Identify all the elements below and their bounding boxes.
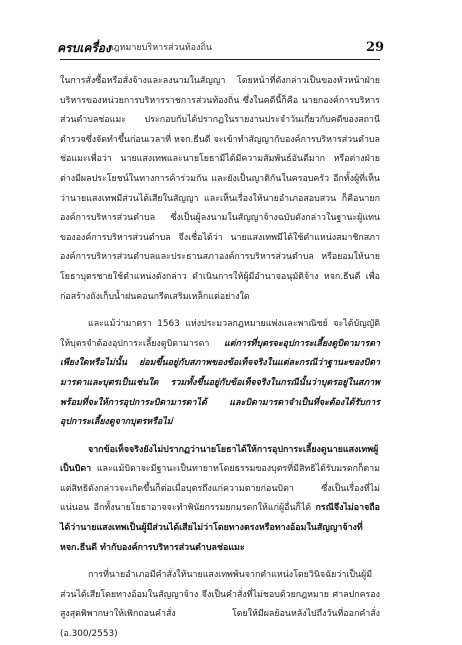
page-number: 29 (366, 40, 385, 55)
page-bottom-margin (0, 610, 462, 637)
brand-title: ครบเครื่อง (57, 41, 111, 55)
header-divider (60, 59, 380, 60)
paragraph-3 (60, 441, 380, 559)
paragraph-2-emphasis: แต่การที่บุตรจะอุปการะเลี้ยงดูบิดามารดาเพียงใดหรือไม่นั้น ย่อมขึ้นอยู่กับสภาพของข้อเท็จจริงในแต่ละกรณีว่าฐานะของบิดามารดาและบุตรเป็นเช่นใด รวมทั้งขึ้นอยู่กับข้อเท็จจริงในกรณีนั้นว่าบุตรอยู่ในสภาพพร้อมที่จะให้การอุปการะบิดามารดาได้ และบิดามารดาจำเป็นที่จะต้องได้รับการอุปการะเลี้ยงดูจากบุตรหรือไม่ (60, 338, 380, 428)
page-header (0, 0, 462, 66)
paragraph-spacer (60, 433, 380, 441)
page-body (60, 72, 380, 645)
paragraph-2 (60, 315, 380, 433)
paragraph-1: ในการสั่งซื้อหรือสั่งจ้างและลงนามในสัญญา โดยหน้าที่ดังกล่าวเป็นของหัวหน้าฝ่ายบริหารของหน่วยการบริหารราชการส่วนท้องถิ่น ซึ่งในคดีนี้ก็คือ นายกองค์การบริหารส่วนตำบลช่อแมะ ประกอบกับได้ปรากฏในรายงานประจำวันเกี่ยวกับคดีของสถานีตำรวจซึ่งจัดทำขึ้นก่อนเวลาที่ หจก.ธีนดี จะเข้าทำสัญญากับองค์การบริหารส่วนตำบลช่อแมะเพื่อว่า นายแสงเทพและนายโยธามีได้มีความสัมพันธ์อันดีมาก หรือต่างฝ่ายต่างมีผลประโยชน์ในทางการค้าร่วมกัน และยังเป็นญาติกันในครอบครัว อีกทั้งผู้ที่เห็นว่านายแสงเทพมีส่วนได้เสียในสัญญา และเห็นเรื่องให้นายอำเภอสอบสวน ก็คือนายกองค์การบริหารส่วนตำบล ซึ่งเป็นผู้ลงนามในสัญญาจ้างฉบับดังกล่าวในฐานะผู้แทนขององค์การบริหารส่วนตำบล จึงเชื่อได้ว่า นายแสงเทพมีได้ใช้ตำแหน่งสมาชิกสภาองค์การบริหารส่วนตำบลและประธานสภาองค์การบริหารส่วนตำบล หรือยอมให้นายโยธาบุตรชายใช้ตำแหน่งดังกล่าว ดำเนินการให้ผู้มีอำนาจอนุมัติจ้าง หจก.ธีนดี เพื่อก่อสร้างถังเก็บน้ำฝนคอนกรีตเสริมเหล็กแต่อย่างใด (60, 76, 380, 302)
paragraph-4: การที่นายอำเภอมีคำสั่งให้นายแสงเทพพ้นจากตำแหน่งโดยวินิจฉัยว่าเป็นผู้มีส่วนได้เสียโดยทางอ้อมในสัญญาจ้าง จึงเป็นคำสั่งที่ไม่ชอบด้วยกฎหมาย ศาลปกครองสูงสุดพิพากษาให้เพิกถอนคำสั่ง โดยให้มีผลย้อนหลังไปถึงวันที่ออกคำสั่ง (อ.300/2553) (60, 570, 380, 640)
paragraph-3-conclusion: กรณีจึงไม่อาจถือได้ว่านายแสงเทพเป็นผู้มีส่วนได้เสียไม่ว่าโดยทางตรงหรือทางอ้อมในสัญญาจ้างที่ หจก.ธีนดี ทำกับองค์การบริหารส่วนตำบลช่อแมะ (60, 503, 380, 553)
paragraph-spacer (60, 307, 380, 315)
paragraph-3-lead: จากข้อเท็จจริงยังไม่ปรากฏว่านายโยธาได้ให้การอุปการะเลี้ยงดูนายแสงเทพผู้เป็นบิดา (60, 444, 379, 475)
paragraph-spacer (60, 558, 380, 566)
section-title: กฎหมายบริหารส่วนท้องถิ่น (108, 43, 213, 53)
brand-logo (57, 40, 111, 57)
paragraph-2-intro: และแม้ว่ามาตรา 1563 แห่งประมวลกฎหมายแพ่งและพาณิชย์ จะได้บัญญัติให้บุตรจำต้องอุปการะเลี้ยงดูบิดามารดา (60, 319, 380, 349)
paragraph-3-body: และแม้บิดาจะมีฐานะเป็นทายาทโดยธรรมของบุตรที่มีสิทธิได้รับมรดกก็ตาม แต่สิทธิดังกล่าวจะเกิดขึ้นก็ต่อเมื่อบุตรถึงแก่ความตายก่อนบิดา ซึ่งเป็นเรื่องที่ไม่แน่นอน อีกทั้งนายโยธาอาจจะทำพินัยกรรมยกมรดกให้แก่ผู้อื่นก็ได้ (60, 464, 380, 514)
